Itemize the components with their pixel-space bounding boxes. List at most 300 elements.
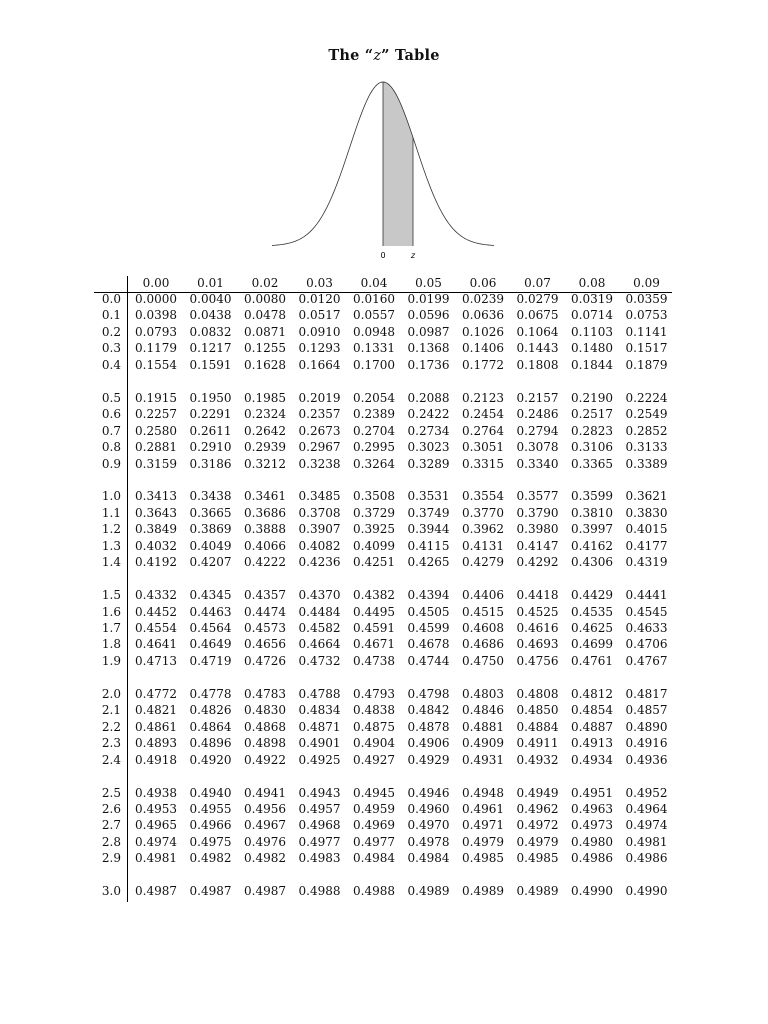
row-z-label: 0.8 xyxy=(101,440,121,455)
table-cell: 0.3577 xyxy=(516,489,559,504)
table-cell: 0.4744 xyxy=(407,653,450,668)
table-cell: 0.4974 xyxy=(135,834,177,849)
table-cell: 0.1406 xyxy=(462,341,504,356)
table-cell: 0.4463 xyxy=(189,604,232,619)
row-z-label: 2.5 xyxy=(101,785,121,800)
table-cell: 0.1844 xyxy=(571,357,613,372)
table-cell: 0.2190 xyxy=(571,390,613,405)
table-cell: 0.4909 xyxy=(462,736,504,751)
table-cell: 0.0832 xyxy=(189,324,232,339)
table-cell: 0.1517 xyxy=(625,341,668,356)
table-cell: 0.4961 xyxy=(462,801,504,816)
table-cell: 0.4049 xyxy=(189,538,232,553)
table-cell: 0.3365 xyxy=(571,456,613,471)
table-cell: 0.0636 xyxy=(462,308,504,323)
row-z-label: 1.2 xyxy=(101,522,121,537)
table-cell: 0.4279 xyxy=(462,555,504,570)
curve-label-zero: 0 xyxy=(380,251,386,260)
table-cell: 0.4956 xyxy=(244,801,286,816)
table-cell: 0.4394 xyxy=(407,588,450,603)
page-title xyxy=(0,47,768,64)
table-cell: 0.4406 xyxy=(462,588,504,603)
table-cell: 0.4821 xyxy=(135,703,177,718)
column-header: 0.02 xyxy=(251,276,279,290)
row-z-label: 1.7 xyxy=(101,621,121,635)
column-header: 0.01 xyxy=(197,276,224,290)
table-cell: 0.4898 xyxy=(244,736,286,751)
table-cell: 0.4960 xyxy=(407,801,450,816)
table-cell: 0.3888 xyxy=(244,522,286,537)
table-cell: 0.4981 xyxy=(135,851,177,866)
table-cell: 0.4772 xyxy=(135,686,177,701)
column-header: 0.03 xyxy=(306,276,333,290)
table-cell: 0.4972 xyxy=(516,818,559,833)
table-cell: 0.4966 xyxy=(189,818,232,833)
table-cell: 0.0517 xyxy=(298,308,341,323)
table-cell: 0.0596 xyxy=(407,308,450,323)
table-cell: 0.4971 xyxy=(462,818,504,833)
table-cell: 0.0000 xyxy=(135,292,177,306)
table-cell: 0.4678 xyxy=(407,637,450,652)
table-cell: 0.4906 xyxy=(407,736,450,751)
table-cell: 0.4968 xyxy=(298,818,341,833)
row-z-label: 1.3 xyxy=(101,538,121,553)
table-cell: 0.2734 xyxy=(407,423,450,438)
table-cell: 0.3907 xyxy=(298,522,341,537)
row-z-label: 0.5 xyxy=(101,390,121,405)
table-cell: 0.4931 xyxy=(462,752,504,767)
table-cell: 0.2454 xyxy=(462,407,504,422)
table-cell: 0.4989 xyxy=(407,884,450,899)
table-cell: 0.0714 xyxy=(571,308,613,323)
row-z-label: 1.8 xyxy=(101,637,121,652)
table-cell: 0.4783 xyxy=(244,686,286,701)
table-cell: 0.3485 xyxy=(298,489,341,504)
table-cell: 0.4808 xyxy=(516,686,559,701)
table-cell: 0.3869 xyxy=(189,522,232,537)
column-header: 0.05 xyxy=(415,276,442,290)
table-cell: 0.3340 xyxy=(516,456,559,471)
table-cell: 0.3849 xyxy=(135,522,177,537)
table-cell: 0.4803 xyxy=(462,686,504,701)
table-cell: 0.4986 xyxy=(625,851,668,866)
table-cell: 0.0239 xyxy=(462,292,504,306)
table-cell: 0.4934 xyxy=(571,752,613,767)
table-cell: 0.4943 xyxy=(298,785,341,800)
table-cell: 0.4987 xyxy=(135,884,177,899)
table-cell: 0.4953 xyxy=(135,801,177,816)
table-cell: 0.3315 xyxy=(462,456,504,471)
table-cell: 0.1179 xyxy=(135,341,177,356)
table-cell: 0.0478 xyxy=(244,308,286,323)
table-cell: 0.4319 xyxy=(625,555,668,570)
table-cell: 0.4974 xyxy=(625,818,668,833)
table-cell: 0.0910 xyxy=(298,324,341,339)
table-cell: 0.2852 xyxy=(625,423,668,438)
table-cell: 0.4965 xyxy=(135,818,177,833)
table-cell: 0.4713 xyxy=(135,653,177,668)
table-cell: 0.4515 xyxy=(462,604,504,619)
table-cell: 0.4706 xyxy=(625,637,668,652)
row-z-label: 1.5 xyxy=(101,588,121,603)
table-cell: 0.4964 xyxy=(625,801,668,816)
table-cell: 0.3749 xyxy=(407,505,450,520)
row-z-label: 0.6 xyxy=(101,407,121,422)
table-cell: 0.4830 xyxy=(244,703,286,718)
table-cell: 0.2054 xyxy=(353,390,395,405)
table-cell: 0.4904 xyxy=(353,736,395,751)
table-cell: 0.4981 xyxy=(625,834,668,849)
table-cell: 0.2580 xyxy=(135,423,177,438)
table-cell: 0.3665 xyxy=(189,505,232,520)
table-cell: 0.4982 xyxy=(189,851,232,866)
table-cell: 0.4955 xyxy=(189,801,232,816)
table-cell: 0.3264 xyxy=(353,456,395,471)
table-cell: 0.4916 xyxy=(625,736,668,751)
table-cell: 0.4812 xyxy=(571,686,613,701)
table-cell: 0.2642 xyxy=(244,423,286,438)
table-cell: 0.4957 xyxy=(298,801,341,816)
table-cell: 0.4911 xyxy=(516,736,559,751)
table-cell: 0.4573 xyxy=(244,621,286,635)
table-cell: 0.4265 xyxy=(407,555,450,570)
table-cell: 0.4545 xyxy=(625,604,668,619)
table-cell: 0.4793 xyxy=(353,686,395,701)
table-cell: 0.4962 xyxy=(516,801,559,816)
table-cell: 0.4505 xyxy=(407,604,450,619)
row-z-label: 2.4 xyxy=(101,752,121,767)
table-cell: 0.4871 xyxy=(298,719,341,734)
row-z-label: 2.7 xyxy=(101,818,121,833)
table-cell: 0.4192 xyxy=(135,555,177,570)
table-cell: 0.4719 xyxy=(189,653,232,668)
table-cell: 0.2611 xyxy=(189,423,232,438)
shaded-area xyxy=(383,82,413,246)
table-cell: 0.2549 xyxy=(625,407,668,422)
table-cell: 0.4969 xyxy=(353,818,395,833)
table-cell: 0.4896 xyxy=(189,736,232,751)
table-cell: 0.4975 xyxy=(189,834,232,849)
table-cell: 0.0753 xyxy=(625,308,668,323)
table-cell: 0.4884 xyxy=(516,719,559,734)
table-cell: 0.4864 xyxy=(189,719,232,734)
table-cell: 0.3413 xyxy=(135,489,177,504)
table-cell: 0.4726 xyxy=(244,653,286,668)
table-cell: 0.4147 xyxy=(516,538,559,553)
table-cell: 0.4671 xyxy=(353,637,395,652)
table-cell: 0.4977 xyxy=(298,834,341,849)
table-cell: 0.4887 xyxy=(571,719,613,734)
table-cell: 0.4878 xyxy=(407,719,450,734)
table-cell: 0.4693 xyxy=(516,637,559,652)
table-cell: 0.0319 xyxy=(571,292,613,306)
curve-label-z: z xyxy=(410,251,416,260)
row-z-label: 1.6 xyxy=(101,604,121,619)
table-cell: 0.4890 xyxy=(625,719,668,734)
table-cell: 0.1664 xyxy=(298,357,341,372)
table-cell: 0.1591 xyxy=(189,357,232,372)
table-cell: 0.4861 xyxy=(135,719,177,734)
table-cell: 0.4985 xyxy=(462,851,504,866)
table-cell: 0.4292 xyxy=(516,555,559,570)
table-cell: 0.4756 xyxy=(516,653,559,668)
row-z-label: 0.2 xyxy=(101,324,121,339)
table-cell: 0.2764 xyxy=(462,423,504,438)
table-cell: 0.2257 xyxy=(135,407,177,422)
table-cell: 0.4978 xyxy=(407,834,450,849)
table-cell: 0.4767 xyxy=(625,653,668,668)
column-header: 0.00 xyxy=(142,276,170,290)
column-header: 0.04 xyxy=(360,276,388,290)
column-header: 0.08 xyxy=(578,276,606,290)
table-cell: 0.0675 xyxy=(516,308,559,323)
table-cell: 0.2995 xyxy=(353,440,395,455)
table-cell: 0.2422 xyxy=(407,407,450,422)
table-cell: 0.4925 xyxy=(298,752,341,767)
table-cell: 0.2157 xyxy=(516,390,559,405)
column-header: 0.07 xyxy=(524,276,551,290)
table-cell: 0.0199 xyxy=(407,292,450,306)
table-cell: 0.2486 xyxy=(516,407,559,422)
table-cell: 0.1141 xyxy=(625,324,668,339)
row-z-label: 1.1 xyxy=(101,505,121,520)
table-cell: 0.4738 xyxy=(353,653,395,668)
table-cell: 0.4982 xyxy=(244,851,286,866)
table-cell: 0.4495 xyxy=(353,604,395,619)
table-cell: 0.4306 xyxy=(571,555,613,570)
table-cell: 0.3078 xyxy=(516,440,559,455)
table-cell: 0.4525 xyxy=(516,604,559,619)
table-cell: 0.1217 xyxy=(189,341,232,356)
table-cell: 0.3708 xyxy=(298,505,341,520)
table-cell: 0.0160 xyxy=(353,292,395,306)
table-cell: 0.0871 xyxy=(244,324,286,339)
table-cell: 0.2704 xyxy=(353,423,395,438)
row-z-label: 0.3 xyxy=(101,341,121,356)
table-cell: 0.4986 xyxy=(571,851,613,866)
table-cell: 0.4625 xyxy=(571,621,613,635)
title-prefix: The “ xyxy=(328,47,374,64)
table-cell: 0.4952 xyxy=(625,785,668,800)
table-cell: 0.4535 xyxy=(571,604,613,619)
table-cell: 0.4987 xyxy=(189,884,232,899)
row-z-label: 1.4 xyxy=(101,555,121,570)
table-cell: 0.3212 xyxy=(244,456,286,471)
table-cell: 0.2088 xyxy=(407,390,450,405)
table-cell: 0.2881 xyxy=(135,440,177,455)
table-cell: 0.4984 xyxy=(407,851,450,866)
row-z-label: 1.9 xyxy=(101,653,121,668)
table-cell: 0.4222 xyxy=(244,555,286,570)
table-cell: 0.3686 xyxy=(244,505,286,520)
table-cell: 0.4788 xyxy=(298,686,341,701)
table-cell: 0.2224 xyxy=(625,390,668,405)
table-cell: 0.3531 xyxy=(407,489,450,504)
table-cell: 0.4616 xyxy=(516,621,559,635)
table-cell: 0.1293 xyxy=(298,341,341,356)
table-cell: 0.4826 xyxy=(189,703,232,718)
table-cell: 0.3643 xyxy=(135,505,177,520)
table-cell: 0.4979 xyxy=(516,834,559,849)
table-cell: 0.4641 xyxy=(135,637,177,652)
table-cell: 0.0359 xyxy=(625,292,668,306)
table-cell: 0.4599 xyxy=(407,621,450,635)
table-cell: 0.4927 xyxy=(353,752,395,767)
row-z-label: 0.9 xyxy=(101,456,121,471)
table-cell: 0.4761 xyxy=(571,653,613,668)
table-cell: 0.1331 xyxy=(353,341,395,356)
table-cell: 0.4429 xyxy=(571,588,613,603)
table-cell: 0.4699 xyxy=(571,637,613,652)
table-cell: 0.0040 xyxy=(189,292,232,306)
row-z-label: 0.4 xyxy=(101,357,121,372)
row-z-label: 0.1 xyxy=(101,308,121,323)
table-cell: 0.4949 xyxy=(516,785,559,800)
row-z-label: 2.9 xyxy=(101,851,121,866)
table-cell: 0.0080 xyxy=(244,292,286,306)
table-cell: 0.4582 xyxy=(298,621,341,635)
table-cell: 0.4370 xyxy=(298,588,341,603)
table-cell: 0.1026 xyxy=(462,324,504,339)
table-cell: 0.4032 xyxy=(135,538,177,553)
table-cell: 0.3790 xyxy=(516,505,559,520)
table-cell: 0.4881 xyxy=(462,719,504,734)
table-cell: 0.0557 xyxy=(353,308,395,323)
table-cell: 0.0438 xyxy=(189,308,232,323)
table-cell: 0.4846 xyxy=(462,703,504,718)
table-cell: 0.4938 xyxy=(135,785,177,800)
table-cell: 0.3106 xyxy=(571,440,613,455)
table-cell: 0.3980 xyxy=(516,522,559,537)
table-cell: 0.4554 xyxy=(135,621,177,635)
table-cell: 0.4686 xyxy=(462,637,504,652)
table-cell: 0.2939 xyxy=(244,440,286,455)
table-cell: 0.2389 xyxy=(353,407,395,422)
table-cell: 0.4984 xyxy=(353,851,395,866)
table-cell: 0.1985 xyxy=(244,390,286,405)
table-cell: 0.4854 xyxy=(571,703,613,718)
table-cell: 0.4901 xyxy=(298,736,341,751)
table-cell: 0.4918 xyxy=(135,752,177,767)
table-cell: 0.4936 xyxy=(625,752,668,767)
table-cell: 0.4989 xyxy=(462,884,504,899)
table-cell: 0.4920 xyxy=(189,752,232,767)
table-cell: 0.4441 xyxy=(625,588,668,603)
table-cell: 0.3729 xyxy=(353,505,395,520)
table-cell: 0.4988 xyxy=(298,884,341,899)
table-cell: 0.4207 xyxy=(189,555,232,570)
table-cell: 0.4649 xyxy=(189,637,232,652)
table-cell: 0.3830 xyxy=(625,505,668,520)
table-cell: 0.0279 xyxy=(516,292,559,306)
table-cell: 0.4162 xyxy=(571,538,613,553)
table-cell: 0.4967 xyxy=(244,818,286,833)
normal-curve-diagram xyxy=(262,72,502,264)
table-cell: 0.4834 xyxy=(298,703,341,718)
table-cell: 0.4177 xyxy=(625,538,668,553)
table-cell: 0.4656 xyxy=(244,637,286,652)
row-z-label: 0.0 xyxy=(101,292,121,306)
table-cell: 0.3925 xyxy=(353,522,395,537)
table-cell: 0.2324 xyxy=(244,407,286,422)
table-cell: 0.4980 xyxy=(571,834,613,849)
table-cell: 0.3289 xyxy=(407,456,450,471)
table-cell: 0.1772 xyxy=(462,357,504,372)
table-cell: 0.3186 xyxy=(189,456,232,471)
table-cell: 0.4946 xyxy=(407,785,450,800)
table-cell: 0.4015 xyxy=(625,522,668,537)
table-cell: 0.2673 xyxy=(298,423,341,438)
table-cell: 0.4922 xyxy=(244,752,286,767)
table-cell: 0.1736 xyxy=(407,357,450,372)
table-cell: 0.2123 xyxy=(462,390,504,405)
table-cell: 0.2019 xyxy=(298,390,341,405)
table-cell: 0.0987 xyxy=(407,324,450,339)
table-cell: 0.4778 xyxy=(189,686,232,701)
table-cell: 0.4842 xyxy=(407,703,450,718)
table-cell: 0.4750 xyxy=(462,653,504,668)
table-cell: 0.4345 xyxy=(189,588,232,603)
table-cell: 0.4990 xyxy=(571,884,613,899)
table-cell: 0.4664 xyxy=(298,637,341,652)
table-cell: 0.1255 xyxy=(244,341,286,356)
table-cell: 0.4929 xyxy=(407,752,450,767)
table-cell: 0.4987 xyxy=(244,884,286,899)
table-cell: 0.4945 xyxy=(353,785,395,800)
table-cell: 0.4115 xyxy=(407,538,450,553)
column-header: 0.09 xyxy=(633,276,660,290)
table-cell: 0.3461 xyxy=(244,489,286,504)
table-cell: 0.4932 xyxy=(516,752,559,767)
table-cell: 0.4973 xyxy=(571,818,613,833)
table-cell: 0.4985 xyxy=(516,851,559,866)
table-cell: 0.4564 xyxy=(189,621,232,635)
table-cell: 0.4948 xyxy=(462,785,504,800)
table-cell: 0.4332 xyxy=(135,588,177,603)
table-cell: 0.4868 xyxy=(244,719,286,734)
table-cell: 0.4977 xyxy=(353,834,395,849)
title-suffix: ” Table xyxy=(381,47,440,64)
table-cell: 0.3508 xyxy=(353,489,395,504)
row-z-label: 1.0 xyxy=(101,489,121,504)
table-cell: 0.4857 xyxy=(625,703,668,718)
table-cell: 0.1368 xyxy=(407,341,450,356)
table-cell: 0.3554 xyxy=(462,489,504,504)
table-cell: 0.0793 xyxy=(135,324,177,339)
table-cell: 0.0948 xyxy=(353,324,395,339)
table-cell: 0.3023 xyxy=(407,440,450,455)
table-cell: 0.4608 xyxy=(462,621,504,635)
table-cell: 0.2357 xyxy=(298,407,341,422)
table-cell: 0.4989 xyxy=(516,884,559,899)
table-cell: 0.2967 xyxy=(298,440,341,455)
table-cell: 0.4963 xyxy=(571,801,613,816)
table-cell: 0.2910 xyxy=(189,440,232,455)
table-cell: 0.4850 xyxy=(516,703,559,718)
table-cell: 0.1808 xyxy=(516,357,559,372)
table-cell: 0.2794 xyxy=(516,423,559,438)
row-z-label: 2.2 xyxy=(101,719,121,734)
table-cell: 0.4817 xyxy=(625,686,668,701)
table-cell: 0.3051 xyxy=(462,440,504,455)
table-cell: 0.4838 xyxy=(353,703,395,718)
table-cell: 0.4959 xyxy=(353,801,395,816)
table-cell: 0.4988 xyxy=(353,884,395,899)
table-cell: 0.3944 xyxy=(407,522,450,537)
table-cell: 0.4983 xyxy=(298,851,341,866)
table-cell: 0.3133 xyxy=(625,440,668,455)
table-cell: 0.4066 xyxy=(244,538,286,553)
